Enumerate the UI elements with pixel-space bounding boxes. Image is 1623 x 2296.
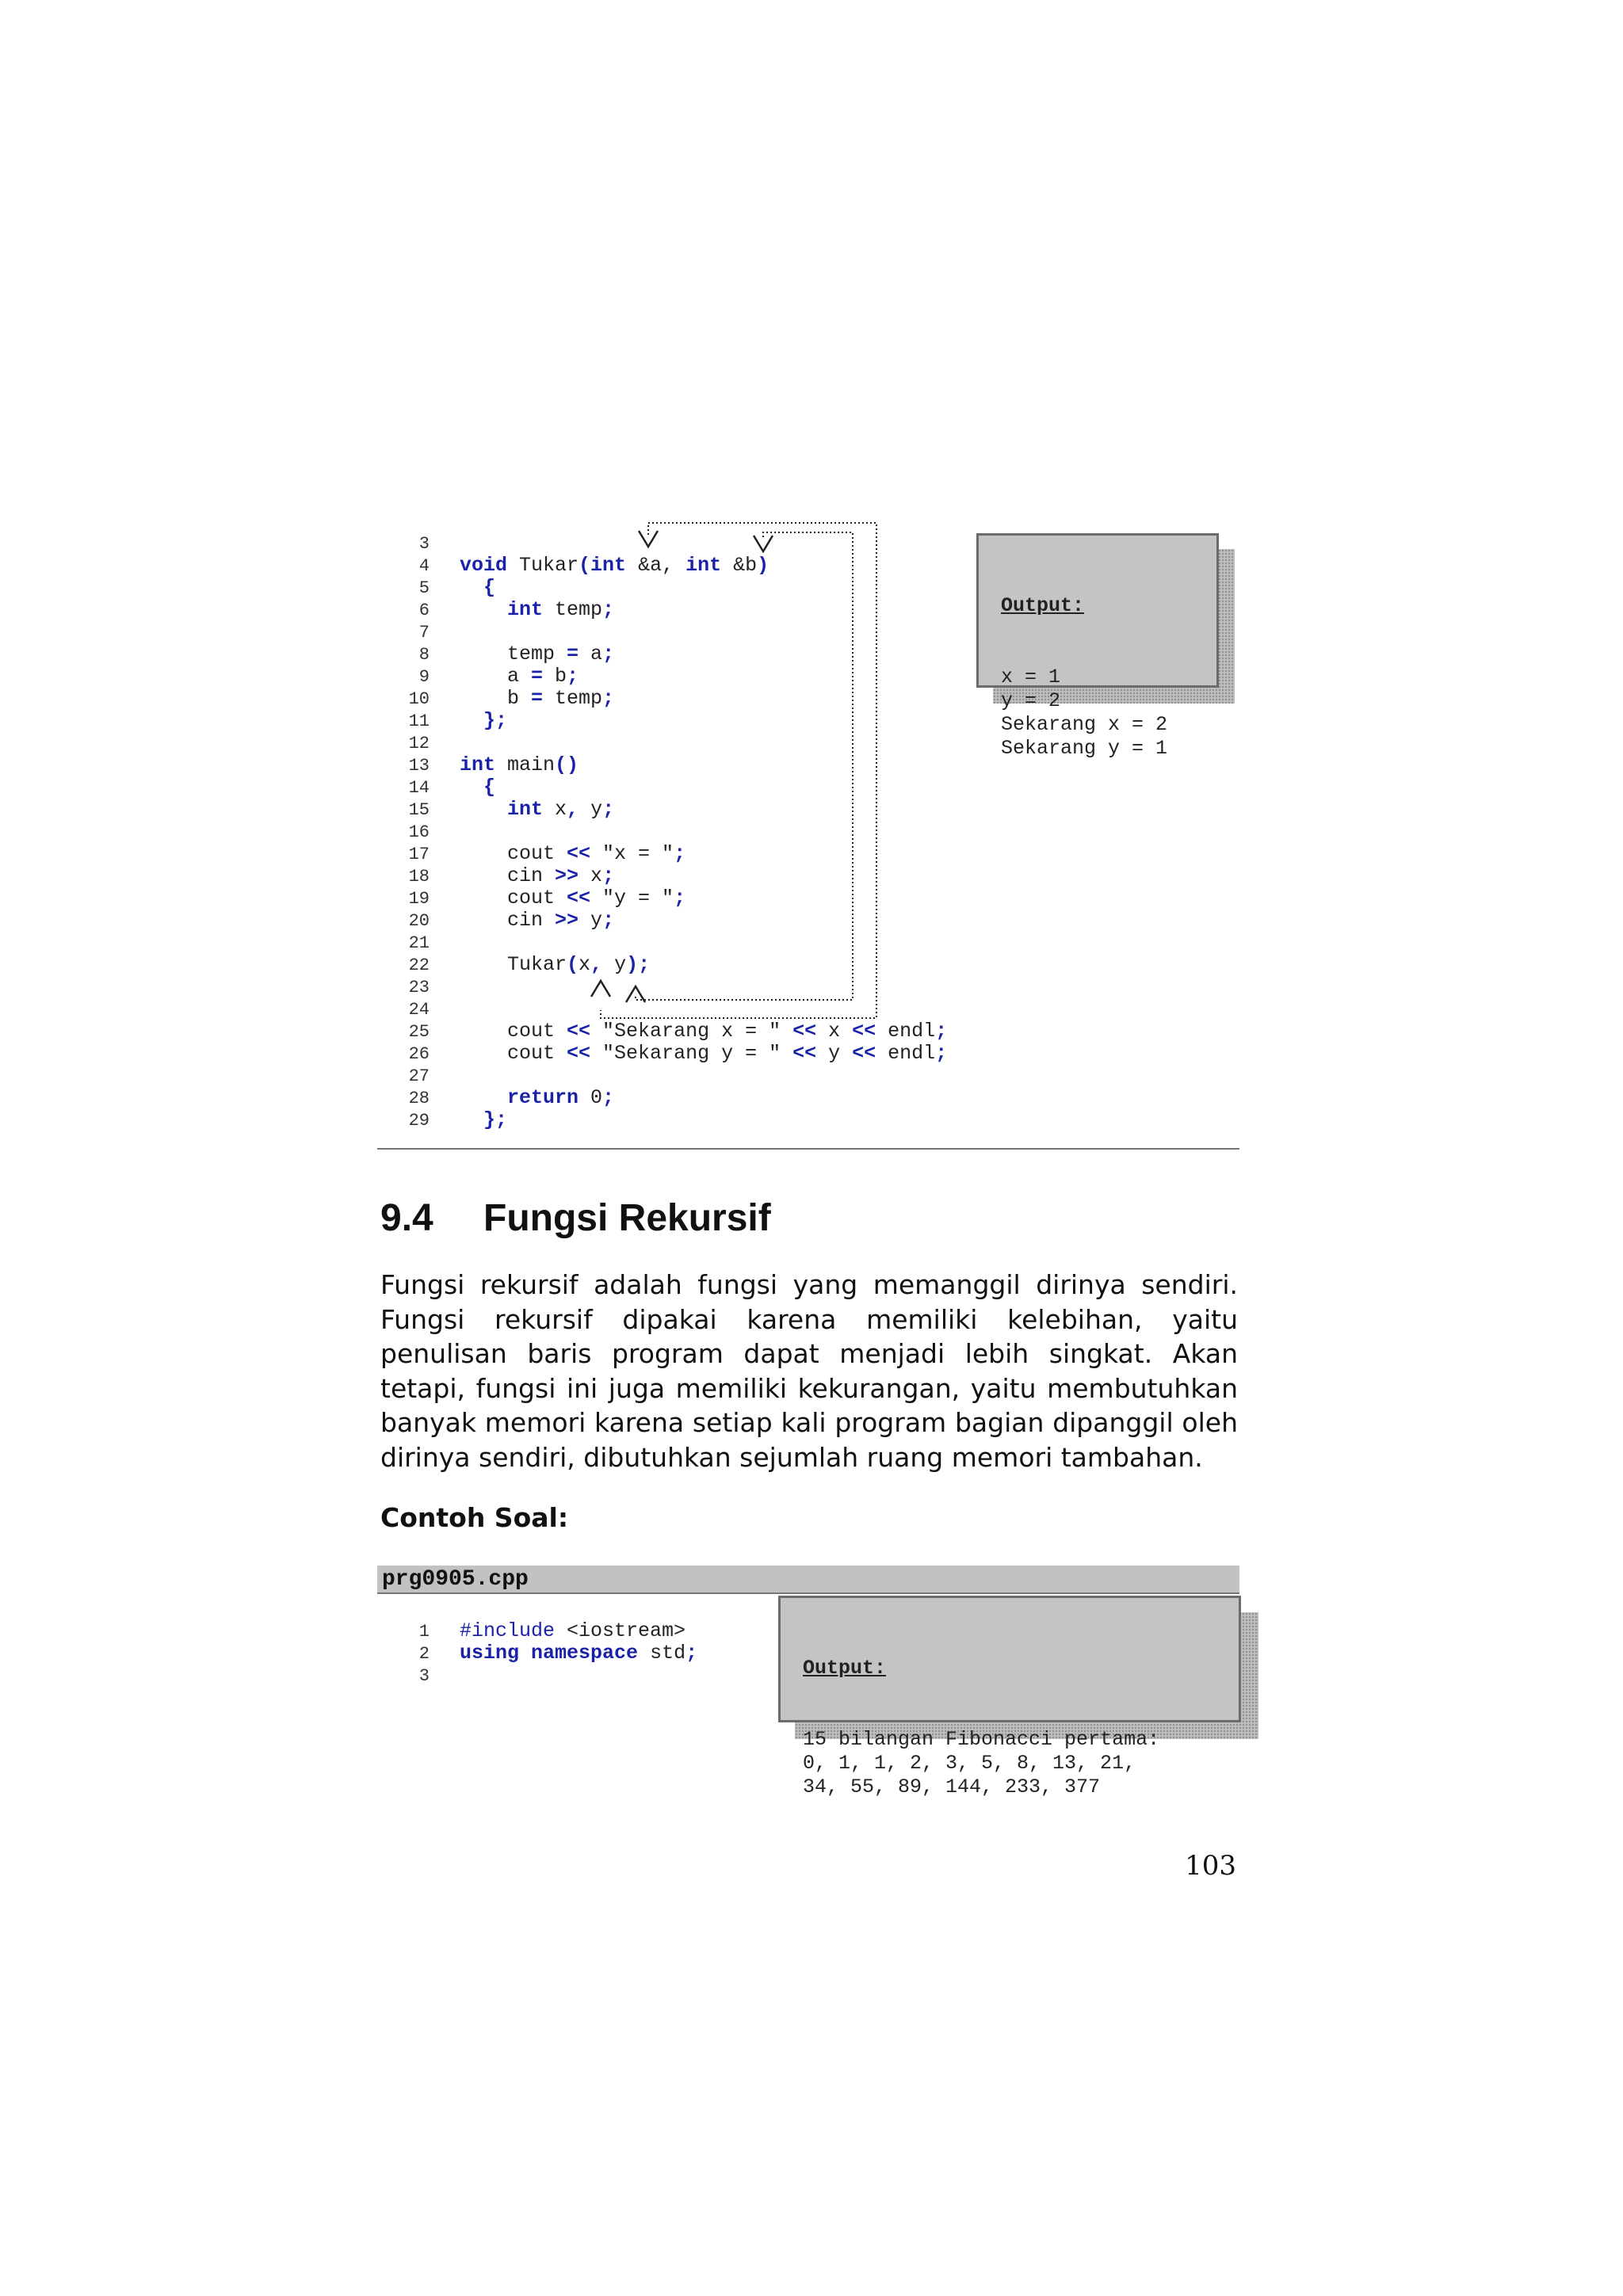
code-token: cout	[460, 887, 567, 910]
code-token: "x = "	[590, 842, 674, 865]
code-token: ;	[602, 1086, 615, 1109]
code-token: int	[460, 753, 496, 776]
code-token: (	[579, 554, 591, 577]
output-lines	[1001, 666, 1194, 761]
line-number: 18	[408, 867, 430, 887]
code-token: &b	[721, 554, 758, 577]
code-token: cin	[460, 909, 556, 932]
code-token: "y = "	[590, 887, 674, 910]
code-token: (	[567, 953, 579, 976]
code-token: <<	[852, 1042, 876, 1065]
line-number: 10	[408, 689, 430, 709]
output-line: y = 2	[1001, 689, 1061, 712]
code-token: int	[685, 554, 722, 577]
code-token: void	[460, 554, 508, 577]
code-token: =	[567, 643, 579, 666]
section-number: 9.4	[380, 1197, 433, 1239]
code-token: ()	[555, 753, 579, 776]
code-token: Tukar	[460, 953, 567, 976]
line-number: 26	[408, 1044, 430, 1064]
code-token: <iostream>	[555, 1619, 686, 1642]
line-number: 24	[408, 1000, 430, 1020]
code-token: {	[483, 776, 496, 799]
output-line: 34, 55, 89, 144, 233, 377	[803, 1775, 1101, 1798]
output-line: Sekarang x = 2	[1001, 713, 1168, 736]
code-token: cin	[460, 864, 556, 887]
inner-dotted-path	[636, 532, 853, 1000]
code-token: ;	[674, 842, 686, 865]
output-line: x = 1	[1001, 666, 1061, 688]
code-token: <<	[567, 887, 591, 910]
code-token: ;	[602, 598, 615, 621]
code-token: y	[602, 953, 627, 976]
code-token: <<	[567, 842, 591, 865]
line-number: 7	[418, 623, 430, 643]
code-line	[358, 1665, 460, 1687]
line-number: 5	[418, 578, 430, 598]
code-token: ;	[685, 1642, 698, 1665]
output-title: Output:	[1001, 594, 1085, 617]
output-line: 15 bilangan Fibonacci pertama:	[803, 1728, 1160, 1751]
code-token: int	[507, 798, 544, 821]
output-box-1	[976, 533, 1219, 760]
code-token: {	[483, 576, 496, 599]
line-number: 4	[418, 556, 430, 576]
code-token: y	[579, 909, 603, 932]
code-token: 0	[579, 1086, 603, 1109]
code-token: "Sekarang y = "	[590, 1042, 793, 1065]
output-line: Sekarang y = 1	[1001, 737, 1168, 760]
code-token: "Sekarang x = "	[590, 1020, 793, 1043]
line-number: 21	[408, 933, 430, 953]
code-token: )	[757, 554, 769, 577]
code-token: namespace	[531, 1642, 639, 1665]
filename-bar: prg0905.cpp	[377, 1566, 1239, 1594]
code-token: ;	[602, 798, 615, 821]
code-token: temp	[543, 687, 603, 710]
code-token: =	[531, 665, 544, 688]
section-title: Fungsi Rekursif	[483, 1197, 771, 1239]
body-paragraph: Fungsi rekursif adalah fungsi yang memanggil dirinya sendiri. Fungsi rekursif dipakai karena memiliki kelebihan, yaitu penulisan baris program dapat menjadi lebih singkat. Akan tetapi, fungsi ini juga memiliki kekurangan, yaitu membutuhkan banyak memori karena setiap kali program bagian dipanggil oleh dirinya sendiri, dibutuhkan sejumlah ruang memori tambahan.	[380, 1269, 1238, 1473]
code-token: endl	[876, 1020, 936, 1043]
code-token	[519, 1642, 531, 1665]
output-line: 0, 1, 1, 2, 3, 5, 8, 13, 21,	[803, 1752, 1136, 1775]
code-token: x	[579, 864, 603, 887]
code-token: <<	[567, 1042, 591, 1065]
code-token: #include	[460, 1619, 556, 1642]
code-token: b	[460, 687, 532, 710]
code-token: int	[590, 554, 627, 577]
code-token: x	[543, 798, 567, 821]
code-token: x	[579, 953, 591, 976]
code-token: std	[638, 1642, 686, 1665]
code-token: a	[460, 665, 532, 688]
line-number: 9	[418, 667, 430, 687]
line-number: 6	[418, 601, 430, 620]
code-token: >>	[555, 864, 579, 887]
code-token: ;	[567, 665, 579, 688]
code-token: endl	[876, 1042, 936, 1065]
arrow-up-y	[626, 986, 645, 1002]
code-token: temp	[543, 598, 603, 621]
code-token: ;	[602, 909, 615, 932]
line-number: 1	[418, 1622, 430, 1642]
line-number: 15	[408, 800, 430, 820]
outer-dotted-path	[601, 523, 876, 1018]
code-token: Tukar	[507, 554, 579, 577]
code-token: >>	[555, 909, 579, 932]
code-token: <<	[852, 1020, 876, 1043]
code-token: int	[507, 598, 544, 621]
code-token: using	[460, 1642, 520, 1665]
code-token: &a,	[626, 554, 686, 577]
line-number: 28	[408, 1089, 430, 1108]
line-number: 2	[418, 1644, 430, 1664]
line-number: 29	[408, 1111, 430, 1131]
code-token: a	[579, 643, 603, 666]
line-number: 25	[408, 1022, 430, 1042]
line-number: 3	[418, 1666, 430, 1686]
code-token: x	[816, 1020, 853, 1043]
code-token: ;	[674, 887, 686, 910]
line-number: 20	[408, 911, 430, 931]
line-number: 12	[408, 734, 430, 753]
code-token: temp	[460, 643, 567, 666]
arrow-down-b	[754, 536, 773, 551]
line-number: 3	[418, 534, 430, 554]
code-line	[358, 1642, 697, 1665]
code-token: };	[483, 709, 508, 732]
code-token: cout	[460, 1020, 567, 1043]
code-token: <<	[792, 1042, 817, 1065]
code-token: y	[816, 1042, 853, 1065]
output-title: Output:	[803, 1657, 887, 1680]
code-token: ;	[602, 864, 615, 887]
code-line	[358, 1620, 685, 1642]
code-token: cout	[460, 842, 567, 865]
code-token: return	[507, 1086, 579, 1109]
code-token: y	[579, 798, 603, 821]
code-token: <<	[567, 1020, 591, 1043]
code-token: ,	[590, 953, 603, 976]
line-number: 27	[408, 1066, 430, 1086]
line-number: 23	[408, 978, 430, 997]
code-token: b	[543, 665, 567, 688]
code-token: main	[495, 753, 556, 776]
line-number: 14	[408, 778, 430, 798]
line-number: 8	[418, 645, 430, 665]
line-number: 17	[408, 845, 430, 864]
code-token: ;	[935, 1020, 948, 1043]
arrow-up-x	[591, 981, 610, 997]
page-number: 103	[1185, 1850, 1236, 1882]
code-token: );	[626, 953, 651, 976]
line-number: 13	[408, 756, 430, 776]
output-lines	[803, 1728, 1216, 1799]
code-token: ;	[602, 687, 615, 710]
line-number: 16	[408, 822, 430, 842]
code-token: ;	[935, 1042, 948, 1065]
output-box-2	[778, 1596, 1241, 1798]
line-number: 22	[408, 955, 430, 975]
code-token: <<	[792, 1020, 817, 1043]
code-token: ;	[602, 643, 615, 666]
line-number: 11	[408, 711, 430, 731]
code-token: =	[531, 687, 544, 710]
section-heading	[380, 1196, 771, 1240]
line-number: 19	[408, 889, 430, 909]
code-token: };	[483, 1108, 508, 1131]
code-token: cout	[460, 1042, 567, 1065]
section-divider	[377, 1148, 1239, 1150]
example-heading: Contoh Soal:	[380, 1502, 569, 1533]
code-token: ,	[567, 798, 579, 821]
